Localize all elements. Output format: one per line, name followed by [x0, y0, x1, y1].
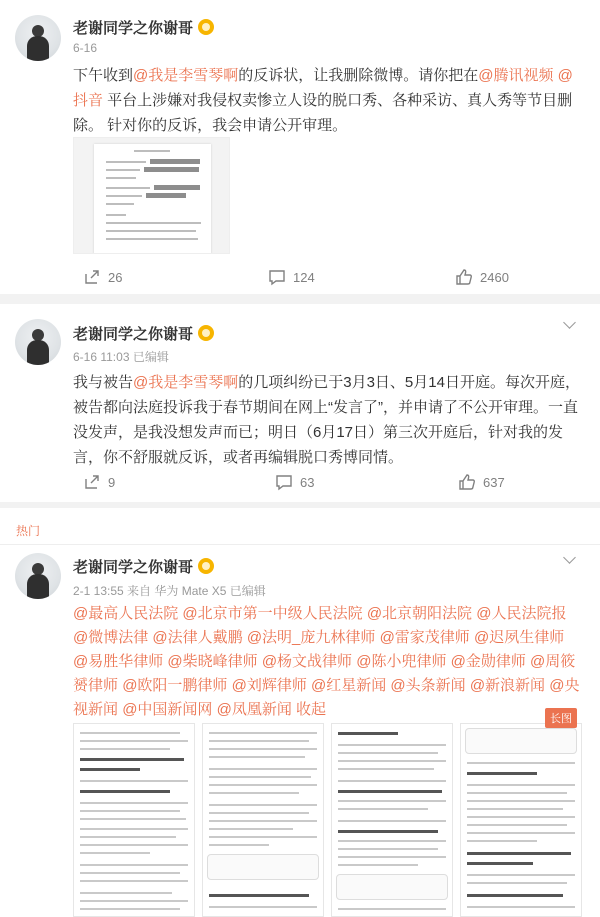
post-meta: 2-1 13:55 来自 华为 Mate X5 已编辑: [73, 584, 266, 598]
mention-link[interactable]: @头条新闻: [390, 677, 466, 694]
post-image[interactable]: [73, 723, 195, 917]
mention-link[interactable]: @最高人民法院: [73, 605, 179, 622]
post-image[interactable]: [331, 723, 453, 917]
repost-count: 9: [108, 474, 116, 490]
post-meta: 6-16: [73, 41, 98, 55]
author-name-text[interactable]: 老谢同学之你谢哥: [73, 559, 194, 576]
mention-link[interactable]: 收起: [291, 701, 326, 718]
author-name[interactable]: [73, 17, 214, 38]
post-content: [73, 370, 583, 470]
post-content: [73, 63, 583, 138]
like-button[interactable]: [455, 260, 509, 294]
mention-link[interactable]: @法律人戴鹏: [152, 629, 243, 646]
mention-link[interactable]: @微博法律: [73, 629, 149, 646]
post-card: [0, 304, 600, 502]
chevron-down-icon[interactable]: [563, 551, 576, 564]
mention-link[interactable]: @柴晓峰律师: [167, 653, 258, 670]
mention-link[interactable]: @易胜华律师: [73, 653, 164, 670]
mention-link[interactable]: @法明_庞九林律师: [246, 629, 376, 646]
mention-link[interactable]: @金勋律师: [450, 653, 526, 670]
mention-link[interactable]: @抖音: [73, 67, 573, 109]
post-text: 的反诉状，让我删除微博。请你把在: [238, 67, 479, 84]
mention-link[interactable]: @迟夙生律师: [473, 629, 565, 646]
chevron-down-icon[interactable]: [563, 316, 576, 329]
author-name[interactable]: [73, 323, 214, 344]
repost-icon: [83, 473, 101, 491]
repost-count: 26: [108, 269, 123, 285]
post-image[interactable]: [202, 723, 324, 917]
image-grid: [73, 713, 583, 917]
mention-link[interactable]: @欧阳一鹏律师: [122, 677, 228, 694]
comment-button[interactable]: [268, 260, 315, 294]
verified-badge-icon: [198, 325, 214, 341]
mention-link[interactable]: @刘辉律师: [231, 677, 307, 694]
document-image[interactable]: [73, 137, 230, 254]
post-image[interactable]: [460, 723, 582, 917]
post-actions: [73, 260, 583, 294]
mention-link[interactable]: @我是李雪琴啊: [133, 67, 239, 84]
mention-link[interactable]: @杨文战律师: [261, 653, 353, 670]
author-name[interactable]: [73, 556, 214, 577]
post-text: 平台上涉嫌对我侵权卖惨立人设的脱口秀、各种采访、真人秀等节目删除。 针对你的反诉，我会申请公开审理。: [73, 92, 573, 134]
divider: [0, 544, 600, 545]
like-icon: [458, 473, 476, 491]
post-text: 的几项纠纷已于3月3日、5月14日开庭。每次开庭，被告都向法庭投诉我于春节期间在网上“发言了”，并申请了不公开审理。一直没发声，是我没想发声而已；明日（6月17日）第三次开庭后，针对我的发言，你不舒服就反诉，或者再编辑脱口秀博同情。: [73, 374, 580, 466]
mention-link[interactable]: @中国新闻网: [122, 701, 213, 718]
verified-badge-icon: [198, 19, 214, 35]
mention-link[interactable]: @周筱赟律师: [73, 653, 576, 694]
comment-button[interactable]: [275, 465, 314, 499]
mention-link[interactable]: @红星新闻: [311, 677, 387, 694]
mention-link[interactable]: @腾讯视频: [478, 67, 554, 84]
post-card: [0, 508, 600, 917]
comment-icon: [268, 268, 286, 286]
like-count: 2460: [480, 269, 509, 285]
post-actions: [73, 465, 583, 499]
author-name-text[interactable]: 老谢同学之你谢哥: [73, 20, 194, 37]
mention-link[interactable]: @雷家茂律师: [379, 629, 470, 646]
mention-link[interactable]: @北京市第一中级人民法院: [182, 605, 363, 622]
post-meta: 6-16 11:03 已编辑: [73, 350, 169, 364]
repost-button[interactable]: [83, 465, 115, 499]
repost-icon: [83, 268, 101, 286]
like-button[interactable]: [458, 465, 505, 499]
mention-link[interactable]: @我是李雪琴啊: [133, 374, 239, 391]
post-text: 我与被告: [73, 374, 134, 391]
post-content: [73, 602, 583, 722]
mention-link[interactable]: @陈小兜律师: [356, 653, 447, 670]
avatar[interactable]: [15, 319, 61, 365]
mention-link[interactable]: @央视新闻: [73, 677, 580, 718]
avatar[interactable]: [15, 15, 61, 61]
post-card: [0, 0, 600, 294]
mention-link[interactable]: @凤凰新闻: [216, 701, 292, 718]
comment-count: 124: [293, 269, 315, 285]
comment-icon: [275, 473, 293, 491]
long-image-badge: 长图: [545, 708, 577, 728]
post-text: 下午收到: [73, 67, 134, 84]
avatar[interactable]: [15, 553, 61, 599]
section-label-hot: 热门: [16, 524, 41, 538]
mention-link[interactable]: @北京朝阳法院: [366, 605, 473, 622]
like-icon: [455, 268, 473, 286]
like-count: 637: [483, 474, 505, 490]
mention-link[interactable]: @新浪新闻: [469, 677, 546, 694]
author-name-text[interactable]: 老谢同学之你谢哥: [73, 326, 194, 343]
repost-button[interactable]: [83, 260, 122, 294]
comment-count: 63: [300, 474, 315, 490]
verified-badge-icon: [198, 558, 214, 574]
mention-link[interactable]: @人民法院报: [476, 605, 567, 622]
